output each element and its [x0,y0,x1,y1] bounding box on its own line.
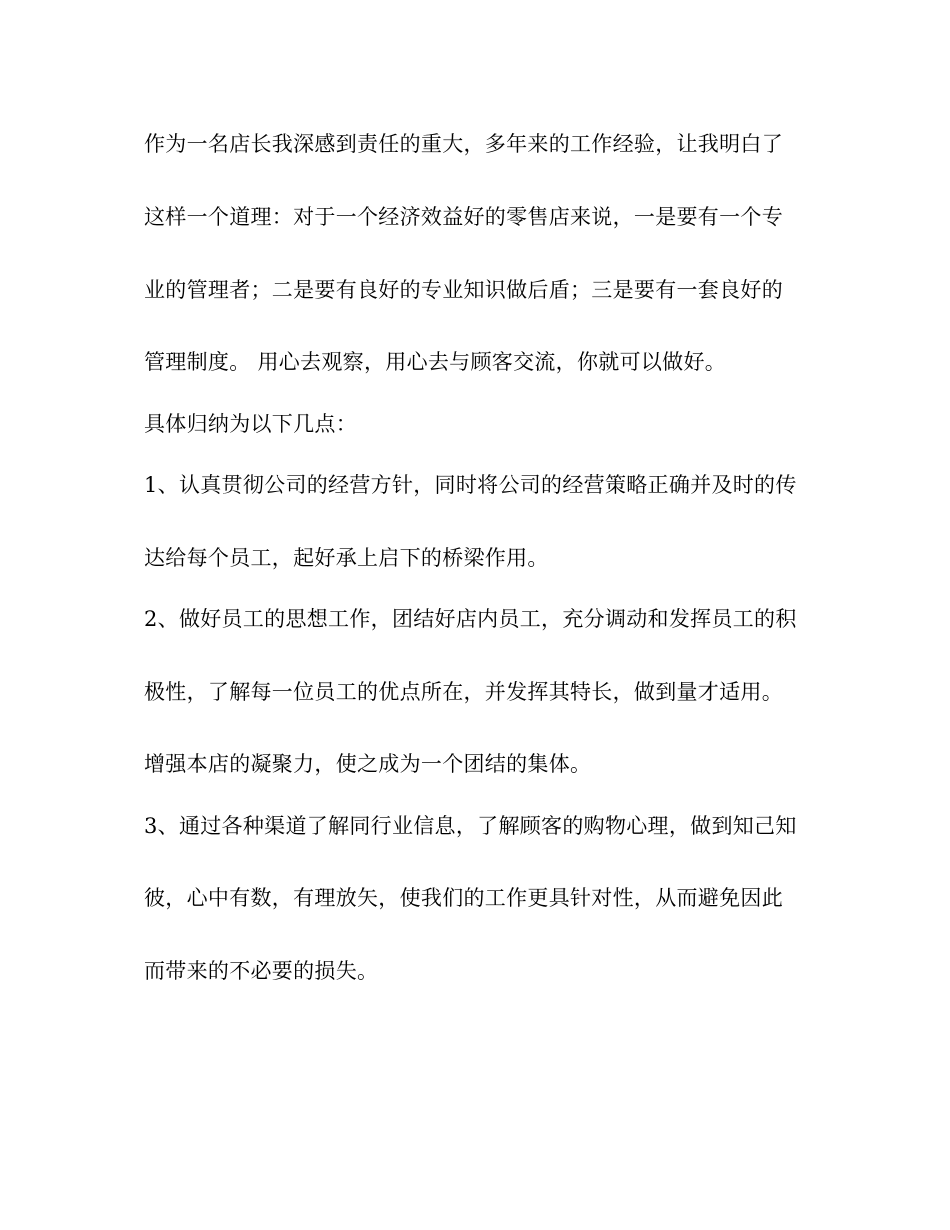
paragraph-line: 作为一名店长我深感到责任的重大，多年来的工作经验，让我明白了 [144,132,783,156]
list-item-line: 2、做好员工的思想工作，团结好店内员工，充分调动和发挥员工的积 [144,607,797,631]
paragraph-line: 具体归纳为以下几点： [144,412,357,436]
list-item-line: 3、通过各种渠道了解同行业信息，了解顾客的购物心理，做到知己知 [144,814,797,838]
list-item-line: 增强本店的凝聚力，使之成为一个团结的集体。 [144,752,592,776]
paragraph-line: 业的管理者；二是要有良好的专业知识做后盾；三是要有一套良好的 [144,278,783,302]
paragraph-line: 这样一个道理：对于一个经济效益好的零售店来说，一是要有一个专 [144,205,783,229]
list-item-line: 彼，心中有数，有理放矢，使我们的工作更具针对性，从而避免因此 [144,886,783,910]
list-item-line: 1、认真贯彻公司的经营方针，同时将公司的经营策略正确并及时的传 [144,473,797,497]
paragraph-line: 管理制度。 用心去观察，用心去与顾客交流，你就可以做好。 [144,350,727,374]
list-item-line: 达给每个员工，起好承上启下的桥梁作用。 [144,546,549,570]
list-item-line: 而带来的不必要的损失。 [144,959,379,983]
list-item-line: 极性，了解每一位员工的优点所在，并发挥其特长，做到量才适用。 [144,680,783,704]
